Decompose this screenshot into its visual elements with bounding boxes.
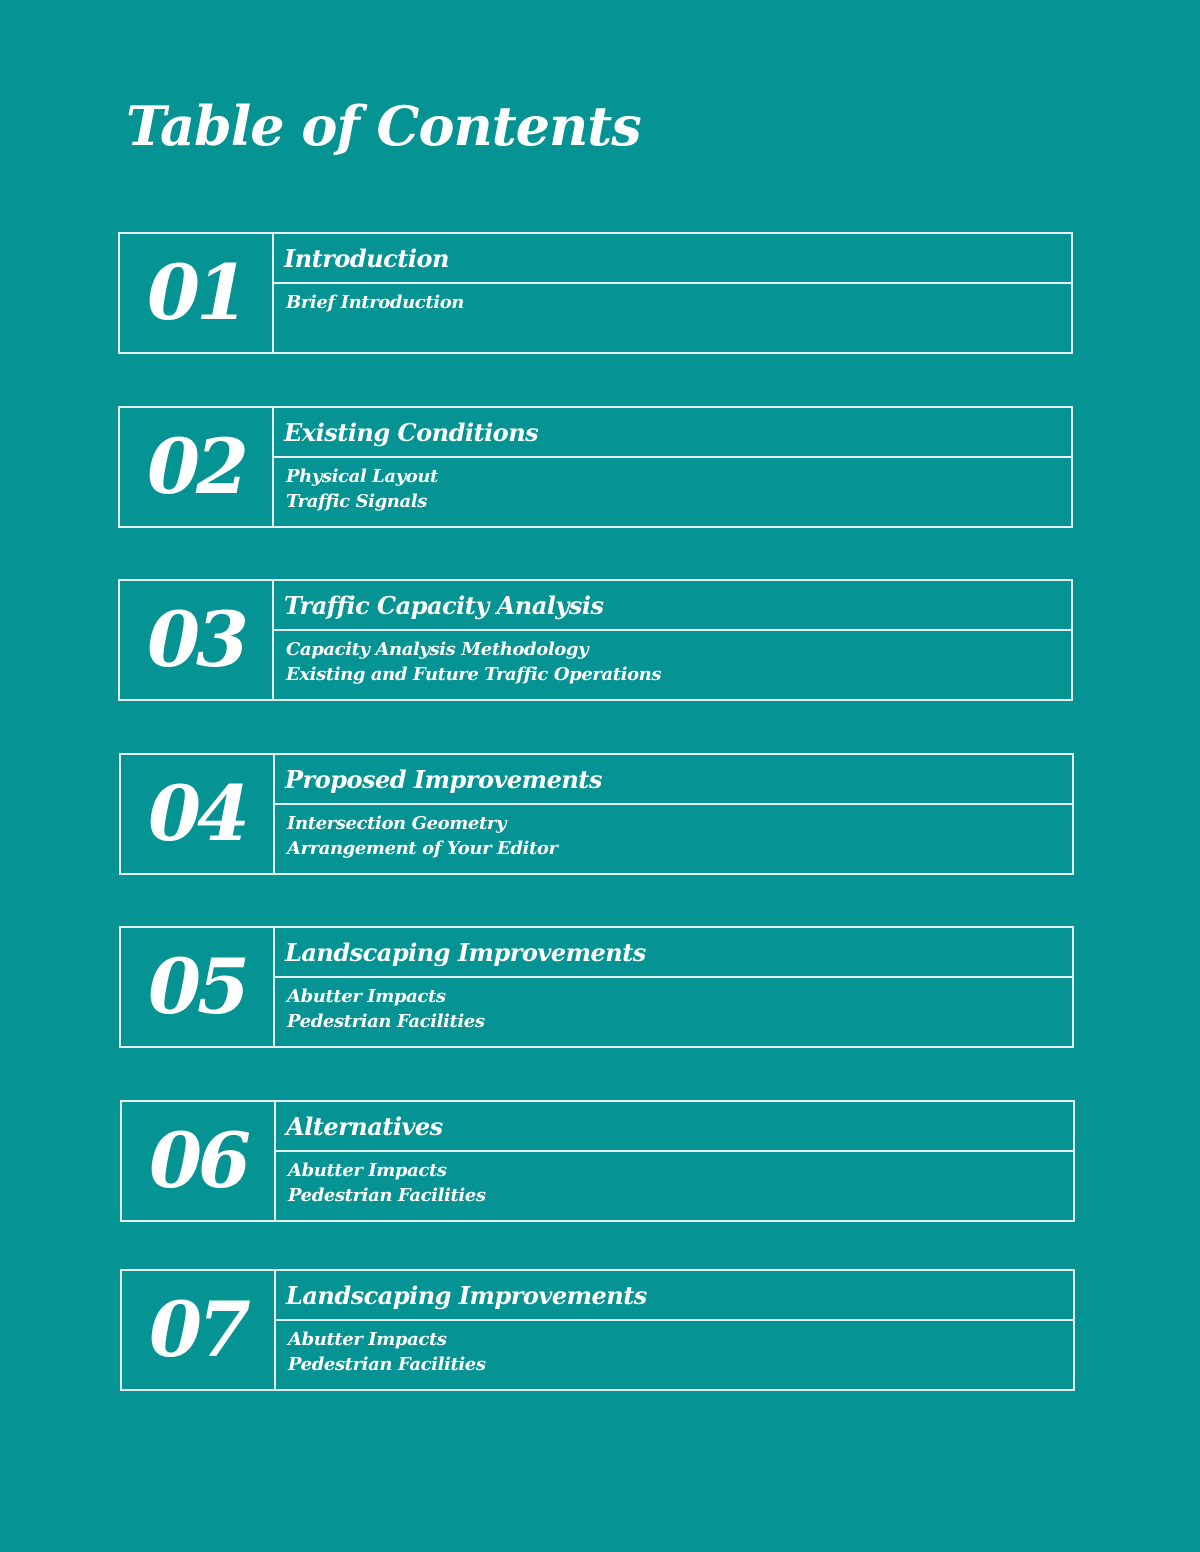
entry-subitem[interactable]: Existing and Future Traffic Operations xyxy=(286,664,662,685)
entry-heading[interactable]: Alternatives xyxy=(286,1111,443,1141)
entry-subitems xyxy=(275,805,1072,873)
toc-entry-06[interactable] xyxy=(120,1100,1075,1222)
entry-content xyxy=(274,408,1071,526)
entry-content xyxy=(275,928,1072,1046)
entry-heading[interactable]: Traffic Capacity Analysis xyxy=(284,590,604,620)
entry-subitem[interactable]: Pedestrian Facilities xyxy=(287,1011,485,1032)
entry-heading-row xyxy=(276,1271,1073,1321)
entry-heading-row xyxy=(274,408,1071,458)
entry-heading-row xyxy=(275,928,1072,978)
toc-entry-01[interactable] xyxy=(118,232,1073,354)
entry-heading[interactable]: Proposed Improvements xyxy=(285,764,602,794)
entry-subitem[interactable]: Brief Introduction xyxy=(286,292,464,313)
entry-number-box xyxy=(120,581,274,699)
entry-heading-row xyxy=(274,581,1071,631)
entry-subitems xyxy=(276,1321,1073,1389)
entry-content xyxy=(274,581,1071,699)
entry-content xyxy=(276,1102,1073,1220)
entry-heading[interactable]: Introduction xyxy=(284,243,449,273)
entry-number: 02 xyxy=(147,422,245,511)
page-title: Table of Contents xyxy=(126,94,641,158)
entry-heading-row xyxy=(274,234,1071,284)
entry-subitem[interactable]: Intersection Geometry xyxy=(287,813,506,834)
toc-entry-04[interactable] xyxy=(119,753,1074,875)
entry-subitem[interactable]: Abutter Impacts xyxy=(288,1329,447,1350)
entry-number-box xyxy=(122,1271,276,1389)
entry-subitem[interactable]: Traffic Signals xyxy=(286,491,427,512)
toc-entry-05[interactable] xyxy=(119,926,1074,1048)
entry-heading-row xyxy=(275,755,1072,805)
entry-subitem[interactable]: Pedestrian Facilities xyxy=(288,1354,486,1375)
entry-subitem[interactable]: Capacity Analysis Methodology xyxy=(286,639,589,660)
entry-number: 07 xyxy=(149,1285,247,1374)
entry-number: 01 xyxy=(147,248,245,337)
entry-number-box xyxy=(121,928,275,1046)
entry-number-box xyxy=(120,408,274,526)
entry-subitem[interactable]: Physical Layout xyxy=(286,466,438,487)
toc-entry-03[interactable] xyxy=(118,579,1073,701)
entry-number-box xyxy=(121,755,275,873)
entry-heading[interactable]: Existing Conditions xyxy=(284,417,539,447)
entry-subitem[interactable]: Pedestrian Facilities xyxy=(288,1185,486,1206)
entry-subitems xyxy=(274,458,1071,526)
entry-subitems xyxy=(274,284,1071,352)
toc-entry-07[interactable] xyxy=(120,1269,1075,1391)
entry-number: 04 xyxy=(148,769,246,858)
entry-number-box xyxy=(120,234,274,352)
entry-heading[interactable]: Landscaping Improvements xyxy=(285,937,646,967)
entry-content xyxy=(274,234,1071,352)
entry-number: 03 xyxy=(147,595,245,684)
entry-number-box xyxy=(122,1102,276,1220)
entry-subitem[interactable]: Abutter Impacts xyxy=(287,986,446,1007)
entry-heading-row xyxy=(276,1102,1073,1152)
entry-subitems xyxy=(274,631,1071,699)
toc-entry-02[interactable] xyxy=(118,406,1073,528)
entry-number: 06 xyxy=(149,1116,247,1205)
entry-number: 05 xyxy=(148,942,246,1031)
entry-subitems xyxy=(275,978,1072,1046)
entry-subitem[interactable]: Arrangement of Your Editor xyxy=(287,838,558,859)
entry-content xyxy=(276,1271,1073,1389)
entry-subitems xyxy=(276,1152,1073,1220)
entry-content xyxy=(275,755,1072,873)
entry-subitem[interactable]: Abutter Impacts xyxy=(288,1160,447,1181)
entry-heading[interactable]: Landscaping Improvements xyxy=(286,1280,647,1310)
